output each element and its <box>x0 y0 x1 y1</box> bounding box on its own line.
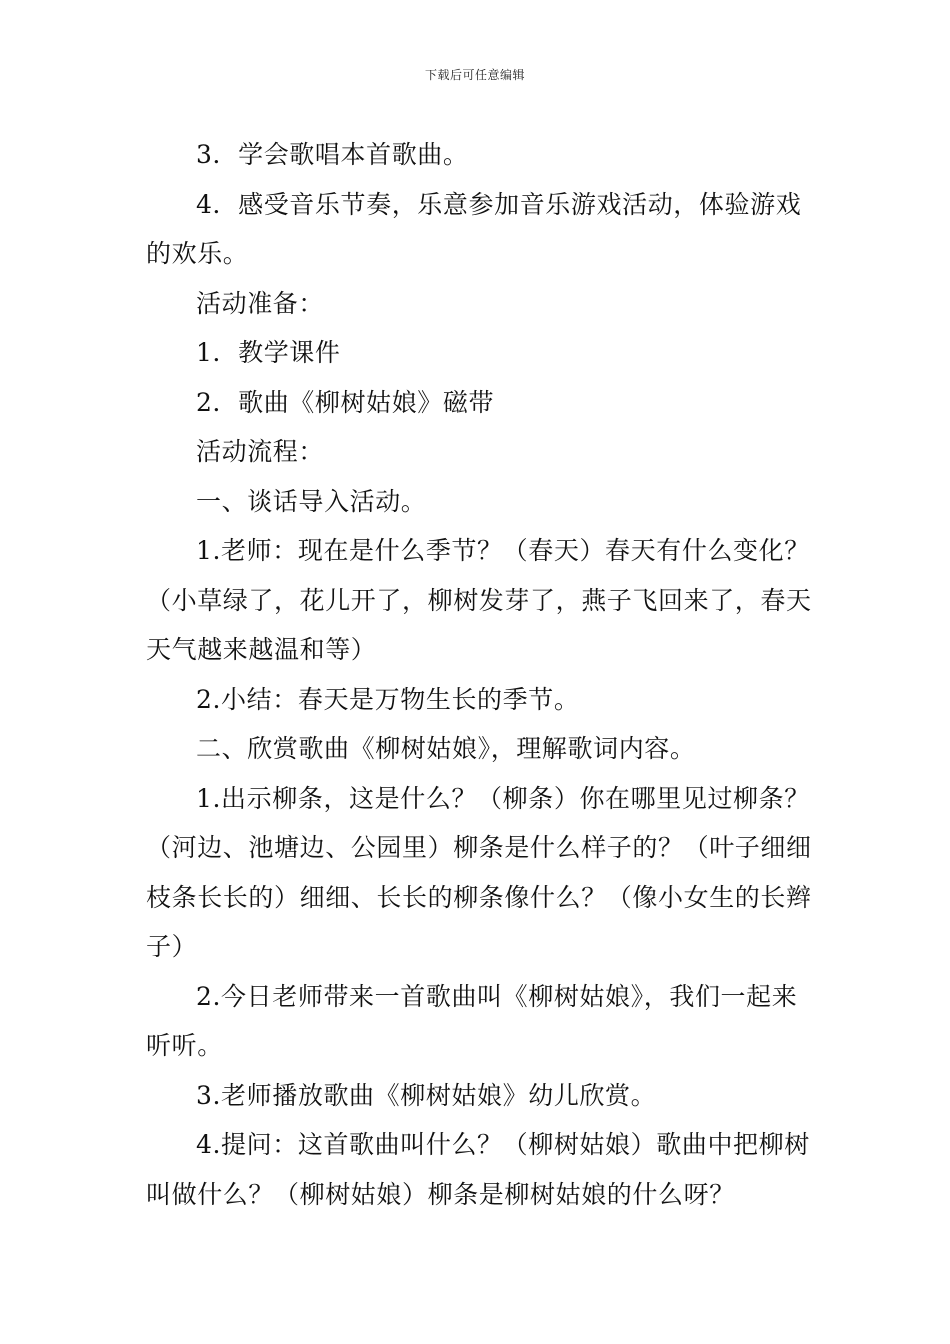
paragraph-step-2-2: 2.今日老师带来一首歌曲叫《柳树姑娘》，我们一起来听听。 <box>146 981 798 1060</box>
paragraph-goal-3: 3．学会歌唱本首歌曲。 <box>196 140 469 169</box>
document-body <box>146 130 814 1219</box>
paragraph-goal-4: 4．感受音乐节奏，乐意参加音乐游戏活动，体验游戏的欢乐。 <box>146 189 802 268</box>
paragraph-step-1-1: 1.老师：现在是什么季节？（春天）春天有什么变化？（小草绿了，花儿开了，柳树发芽了，燕子飞回来了，春天天气越来越温和等） <box>146 536 812 664</box>
heading-step-1: 一、谈话导入活动。 <box>196 486 427 516</box>
heading-preparation: 活动准备： <box>196 288 325 318</box>
paragraph-prep-2: 2．歌曲《柳树姑娘》磁带 <box>196 387 495 417</box>
heading-step-2: 二、欣赏歌曲《柳树姑娘》，理解歌词内容。 <box>196 734 696 763</box>
page-header: 下载后可任意编辑 <box>424 68 525 82</box>
paragraph-step-1-2: 2.小结：春天是万物生长的季节。 <box>196 684 580 714</box>
heading-process: 活动流程： <box>196 437 325 466</box>
paragraph-step-2-4: 4.提问：这首歌曲叫什么？（柳树姑娘）歌曲中把柳树叫做什么？（柳树姑娘）柳条是柳树姑娘的什么呀？ <box>146 1130 810 1209</box>
paragraph-prep-1: 1．教学课件 <box>196 338 341 367</box>
paragraph-step-2-1: 1.出示柳条，这是什么？（柳条）你在哪里见过柳条？（河边、池塘边、公园里）柳条是什么样子的？（叶子细细枝条长长的）细细、长长的柳条像什么？（像小女生的长辫子） <box>146 783 812 961</box>
paragraph-step-2-3: 3.老师播放歌曲《柳树姑娘》幼儿欣赏。 <box>196 1080 657 1110</box>
